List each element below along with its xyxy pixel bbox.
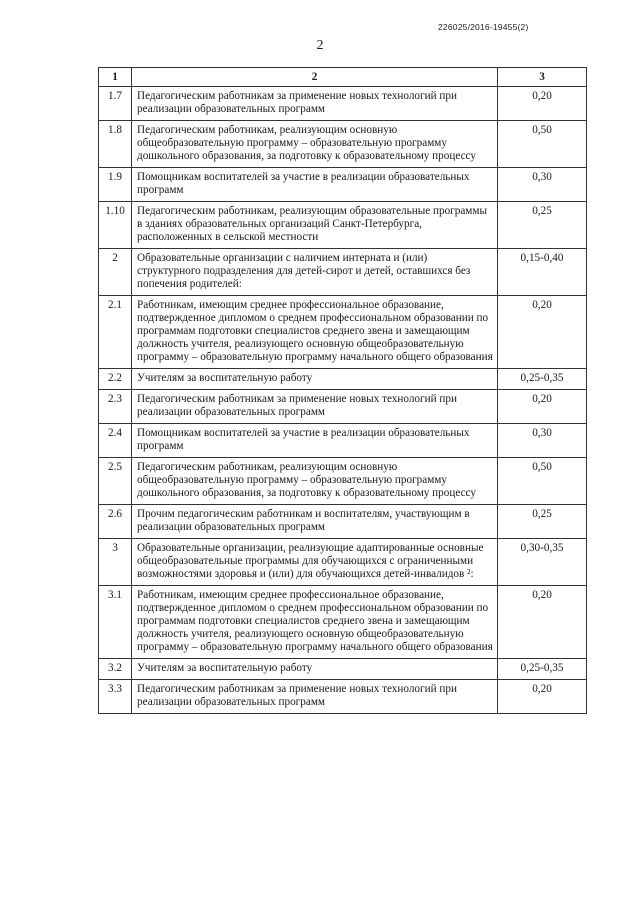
row-description: Образовательные организации, реализующие адаптированные основные общеобразовательные программы для обучающихся с ограниченными возможностями здоровья и (или) для обучающихся детей-инвалидов ²: <box>132 539 498 586</box>
row-description: Работникам, имеющим среднее профессиональное образование, подтвержденное дипломом о среднем профессиональном образовании по программам подготовки специалистов среднего звена и замещающим должность учителя, реализующего основную общеобразовательную программу – образовательную программу начального общего образования <box>132 586 498 659</box>
row-number: 2 <box>99 249 132 296</box>
row-coefficient: 0,25 <box>498 505 587 539</box>
row-coefficient: 0,20 <box>498 586 587 659</box>
row-coefficient: 0,15-0,40 <box>498 249 587 296</box>
row-coefficient: 0,20 <box>498 296 587 369</box>
column-header-1: 1 <box>99 68 132 87</box>
row-description: Помощникам воспитателей за участие в реализации образовательных программ <box>132 424 498 458</box>
table-header-row <box>99 68 587 87</box>
table-row <box>99 168 587 202</box>
table-row <box>99 458 587 505</box>
row-description: Педагогическим работникам за применение новых технологий при реализации образовательных программ <box>132 680 498 714</box>
table-row <box>99 369 587 390</box>
table-row <box>99 505 587 539</box>
row-number: 2.3 <box>99 390 132 424</box>
row-number: 1.8 <box>99 121 132 168</box>
row-description: Педагогическим работникам, реализующим образовательные программы в зданиях образовательных организаций Санкт-Петербурга, расположенных в сельской местности <box>132 202 498 249</box>
row-coefficient: 0,25 <box>498 202 587 249</box>
table-row <box>99 390 587 424</box>
row-description: Прочим педагогическим работникам и воспитателям, участвующим в реализации образовательных программ <box>132 505 498 539</box>
row-number: 1.10 <box>99 202 132 249</box>
row-number: 1.9 <box>99 168 132 202</box>
table-row <box>99 202 587 249</box>
table-row <box>99 87 587 121</box>
row-coefficient: 0,50 <box>498 121 587 168</box>
page-number: 2 <box>316 38 324 53</box>
row-description: Образовательные организации с наличием интерната и (или) структурного подразделения для детей-сирот и детей, оставшихся без попечения родителей: <box>132 249 498 296</box>
row-number: 2.6 <box>99 505 132 539</box>
row-number: 2.2 <box>99 369 132 390</box>
table-body <box>99 87 587 714</box>
row-number: 1.7 <box>99 87 132 121</box>
coefficients-table <box>98 67 587 714</box>
row-number: 3 <box>99 539 132 586</box>
table-row <box>99 121 587 168</box>
row-coefficient: 0,25-0,35 <box>498 659 587 680</box>
row-number: 2.5 <box>99 458 132 505</box>
column-header-3: 3 <box>498 68 587 87</box>
row-description: Учителям за воспитательную работу <box>132 369 498 390</box>
table-row <box>99 586 587 659</box>
row-coefficient: 0,30 <box>498 168 587 202</box>
table-row <box>99 659 587 680</box>
row-description: Учителям за воспитательную работу <box>132 659 498 680</box>
table-row <box>99 249 587 296</box>
row-number: 3.3 <box>99 680 132 714</box>
row-number: 3.2 <box>99 659 132 680</box>
row-number: 2.4 <box>99 424 132 458</box>
row-description: Педагогическим работникам, реализующим основную общеобразовательную программу – образовательную программу дошкольного образования, за подготовку к образовательному процессу <box>132 121 498 168</box>
row-coefficient: 0,20 <box>498 680 587 714</box>
row-description: Педагогическим работникам за применение новых технологий при реализации образовательных программ <box>132 390 498 424</box>
row-number: 2.1 <box>99 296 132 369</box>
row-coefficient: 0,30-0,35 <box>498 539 587 586</box>
table-row <box>99 680 587 714</box>
row-description: Педагогическим работникам за применение новых технологий при реализации образовательных программ <box>132 87 498 121</box>
document-id: 226025/2016-19455(2) <box>438 22 529 32</box>
row-description: Помощникам воспитателей за участие в реализации образовательных программ <box>132 168 498 202</box>
row-coefficient: 0,25-0,35 <box>498 369 587 390</box>
row-coefficient: 0,20 <box>498 87 587 121</box>
row-coefficient: 0,20 <box>498 390 587 424</box>
column-header-2: 2 <box>132 68 498 87</box>
row-description: Педагогическим работникам, реализующим основную общеобразовательную программу – образовательную программу дошкольного образования, за подготовку к образовательному процессу <box>132 458 498 505</box>
table-row <box>99 424 587 458</box>
table-row <box>99 539 587 586</box>
row-number: 3.1 <box>99 586 132 659</box>
row-coefficient: 0,30 <box>498 424 587 458</box>
table-row <box>99 296 587 369</box>
row-coefficient: 0,50 <box>498 458 587 505</box>
row-description: Работникам, имеющим среднее профессиональное образование, подтвержденное дипломом о среднем профессиональном образовании по программам подготовки специалистов среднего звена и замещающим должность учителя, реализующего основную общеобразовательную программу – образовательную программу начального общего образования <box>132 296 498 369</box>
